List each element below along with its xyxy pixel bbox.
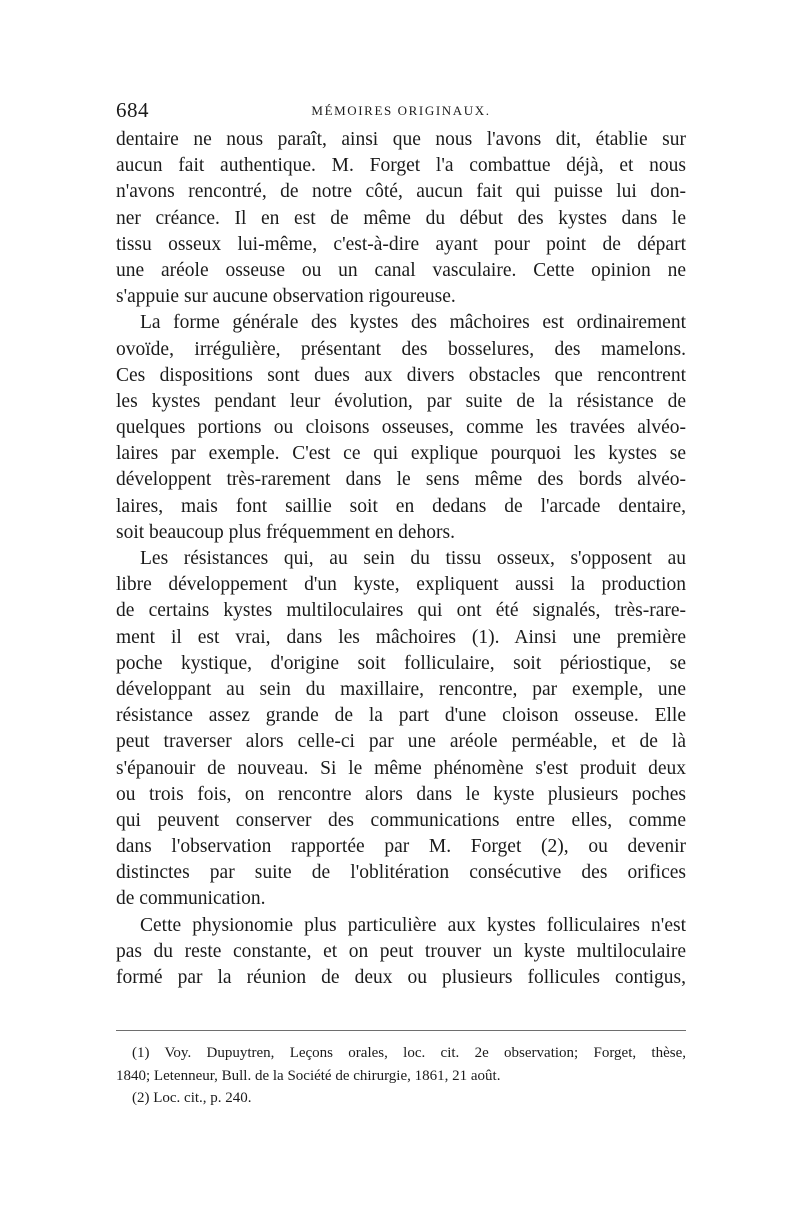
text-line: de communication. <box>116 888 266 910</box>
text-line: qui peuvent conserver des communications entre elles, comme <box>116 809 686 831</box>
text-line: développent très-rarement dans le sens même des bords alvéo- <box>116 469 686 491</box>
text-line: dentaire ne nous paraît, ainsi que nous l'avons dit, établie sur <box>116 129 686 150</box>
text-line: La forme générale des kystes des mâchoires est ordinairement <box>140 312 686 334</box>
page-number: 684 <box>116 98 149 122</box>
text-line: pas du reste constante, et on peut trouver un kyste multiloculaire <box>116 940 686 962</box>
text-line: s'appuie sur aucune observation rigoureuse. <box>116 286 456 308</box>
text-line: soit beaucoup plus fréquemment en dehors. <box>116 521 455 543</box>
text-line: ment il est vrai, dans les mâchoires (1). Ainsi une première <box>116 626 686 648</box>
text-line: résistance assez grande de la part d'une cloison osseuse. Elle <box>116 705 686 727</box>
text-line: Ces dispositions sont dues aux divers obstacles que rencontrent <box>116 364 686 386</box>
text-line: quelques portions ou cloisons osseuses, comme les travées alvéo- <box>116 417 686 439</box>
text-line: peut traverser alors celle-ci par une aréole perméable, et de là <box>116 731 686 753</box>
text-line: formé par la réunion de deux ou plusieurs follicules contigus, <box>116 967 686 988</box>
text-line: Cette physionomie plus particulière aux kystes folliculaires n'est <box>140 914 686 936</box>
running-head: MÉMOIRES ORIGINAUX. <box>311 103 491 118</box>
text-line: aucun fait authentique. M. Forget l'a combattue déjà, et nous <box>116 155 686 177</box>
text-line: développant au sein du maxillaire, rencontre, par exemple, une <box>116 678 686 700</box>
text-line: n'avons rencontré, de notre côté, aucun fait qui puisse lui don- <box>116 181 686 203</box>
text-line: de certains kystes multiloculaires qui ont été signalés, très-rare- <box>116 600 686 622</box>
text-line: distinctes par suite de l'oblitération consécutive des orifices <box>116 862 686 884</box>
text-line: ner créance. Il en est de même du début des kystes dans le <box>116 207 686 229</box>
footnotes <box>116 1042 686 1110</box>
text-line: dans l'observation rapportée par M. Forget (2), ou devenir <box>116 836 686 858</box>
text-line: libre développement d'un kyste, expliquent aussi la production <box>116 574 686 596</box>
text-line: ovoïde, irrégulière, présentant des bosselures, des mamelons. <box>116 338 686 360</box>
text-line: poche kystique, d'origine soit folliculaire, soit périostique, se <box>116 652 686 674</box>
text-line: une aréole osseuse ou un canal vasculaire. Cette opinion ne <box>116 259 686 281</box>
body-text <box>116 127 686 991</box>
text-line: s'épanouir de nouveau. Si le même phénomène s'est produit deux <box>116 757 686 779</box>
text-line: Les résistances qui, au sein du tissu osseux, s'opposent au <box>140 548 686 569</box>
footnote-rule <box>116 1030 686 1031</box>
text-line: laires, mais font saillie soit en dedans de l'arcade dentaire, <box>116 495 686 517</box>
text-line: ou trois fois, on rencontre alors dans le kyste plusieurs poches <box>116 783 686 805</box>
text-line: laires par exemple. C'est ce qui explique pourquoi les kystes se <box>116 443 686 465</box>
page-header <box>116 98 686 126</box>
footnote-line: (1) Voy. Dupuytren, Leçons orales, loc. cit. 2e observation; Forget, thèse, <box>132 1045 686 1061</box>
text-line: les kystes pendant leur évolution, par suite de la résistance de <box>116 390 686 412</box>
footnote-line: 1840; Letenneur, Bull. de la Société de chirurgie, 1861, 21 août. <box>116 1067 501 1084</box>
text-line: tissu osseux lui-même, c'est-à-dire ayant pour point de départ <box>116 233 686 255</box>
footnote-line: (2) Loc. cit., p. 240. <box>132 1090 252 1106</box>
